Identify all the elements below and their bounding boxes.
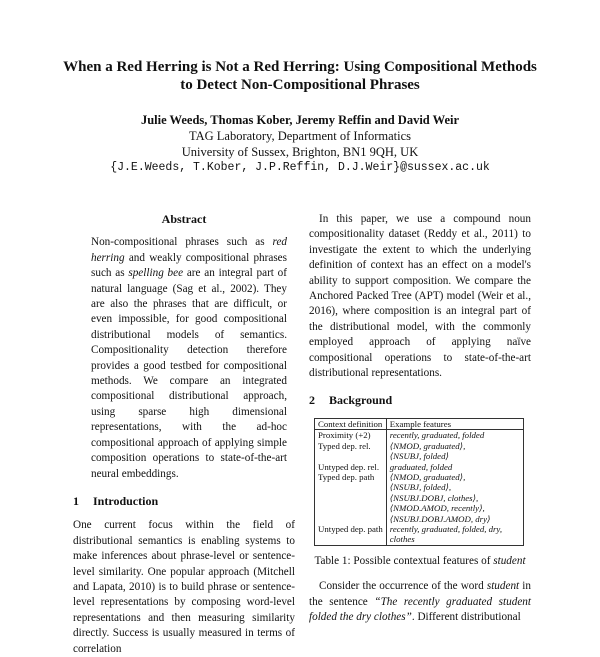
table-header: Example features — [386, 418, 523, 429]
table-row — [315, 493, 524, 503]
table-row — [315, 472, 524, 482]
background-heading: 2 Background — [309, 393, 393, 408]
table-row — [315, 451, 524, 461]
example-features-cell: ⟨NMOD, graduated⟩, — [386, 472, 523, 482]
table-caption: Table 1: Possible contextual features of student — [314, 554, 526, 567]
example-features-cell: ⟨NMOD.AMOD, recently⟩, — [386, 503, 523, 513]
context-definition-cell: Typed dep. path — [315, 472, 387, 482]
paper-title — [40, 58, 560, 94]
example-features-cell: ⟨NSUBJ, folded⟩ — [386, 451, 523, 461]
background-text: Consider the occurrence of the word student in the sentence “The recently graduated student folded the dry clothes”. Different distributional — [309, 580, 531, 623]
table-row — [315, 503, 524, 513]
table-row — [315, 441, 524, 451]
context-definition-cell — [315, 514, 387, 524]
abstract-heading: Abstract — [161, 212, 207, 226]
intro-text: One current focus within the field of distributional semantics is enabling systems to make inferences about phrase-level or sentence-level similarity. One popular approach (Mitchell and Lapata, 2010) is to build phrase or sentence-level representations by composing word-level representations and then measuring similarity directly. Success is usually measured in terms of correlation — [73, 519, 295, 655]
example-features-cell: ⟨NSUBJ.DOBJ.AMOD, dry⟩ — [386, 514, 523, 524]
intro-paragraph-2: In this paper, we use a compound noun compositionality dataset (Reddy et al., 2011) to investigate the extent to which the underlying definition of context has an effect on a model's ability to support composition. We compare the Anchored Packed Tree (APT) model (Weir et al., 2016), where composition is an integral part of the distributional model, with the commonly employed approach of applying naïve compositional operations to state-of-the-art distributional representations. — [309, 213, 531, 380]
example-features-cell: ⟨NSUBJ.DOBJ, clothes⟩, — [386, 493, 523, 503]
author-emails: {J.E.Weeds, T.Kober, J.P.Reffin, D.J.Weir}@sussex.ac.uk — [110, 161, 490, 174]
table-header-row — [315, 418, 524, 429]
context-definition-cell — [315, 503, 387, 513]
abstract-text: Non-compositional phrases such as red herring and weakly compositional phrases such as spelling bee are an integral part of natural language (Sag et al., 2002). They are also the phrases that are difficult, or even impossible, for good compositional distributional models of semantics. Compositionality detection therefore provides a good testbed for compositional methods. We compare an integrated compositional distributional approach, using sparse high dimensional representations, with the ad-hoc compositional approach of applying simple composition operations to state-of-the-art neural embeddings. — [91, 236, 287, 480]
title-line-2: to Detect Non-Compositional Phrases — [180, 77, 420, 93]
table-row — [315, 524, 524, 545]
example-features-cell: graduated, folded — [386, 462, 523, 472]
author-names: Julie Weeds, Thomas Kober, Jeremy Reffin and David Weir — [140, 113, 460, 127]
affiliation-university: University of Sussex, Brighton, BN1 9QH, UK — [181, 145, 419, 159]
context-definition-cell: Untyped dep. path — [315, 524, 387, 545]
title-line-1: When a Red Herring is Not a Red Herring: Using Compositional Methods — [63, 59, 537, 75]
features-table — [314, 418, 524, 546]
context-definition-cell — [315, 482, 387, 492]
table-row — [315, 462, 524, 472]
example-features-cell: recently, graduated, folded — [386, 430, 523, 441]
affiliation-lab: TAG Laboratory, Department of Informatics — [188, 129, 412, 143]
right-column — [309, 212, 531, 625]
context-definition-cell: Proximity (+2) — [315, 430, 387, 441]
author-block — [40, 112, 560, 176]
example-features-cell: recently, graduated, folded, dry, clothes — [386, 524, 523, 545]
table-header: Context definition — [315, 418, 387, 429]
example-features-cell: ⟨NMOD, graduated⟩, — [386, 441, 523, 451]
context-definition-cell: Typed dep. rel. — [315, 441, 387, 451]
context-definition-cell — [315, 451, 387, 461]
table-row — [315, 430, 524, 441]
example-features-cell: ⟨NSUBJ, folded⟩, — [386, 482, 523, 492]
table-row — [315, 482, 524, 492]
context-definition-cell: Untyped dep. rel. — [315, 462, 387, 472]
table-row — [315, 514, 524, 524]
intro-heading: 1 Introduction — [73, 493, 159, 508]
context-definition-cell — [315, 493, 387, 503]
left-column — [73, 212, 295, 657]
